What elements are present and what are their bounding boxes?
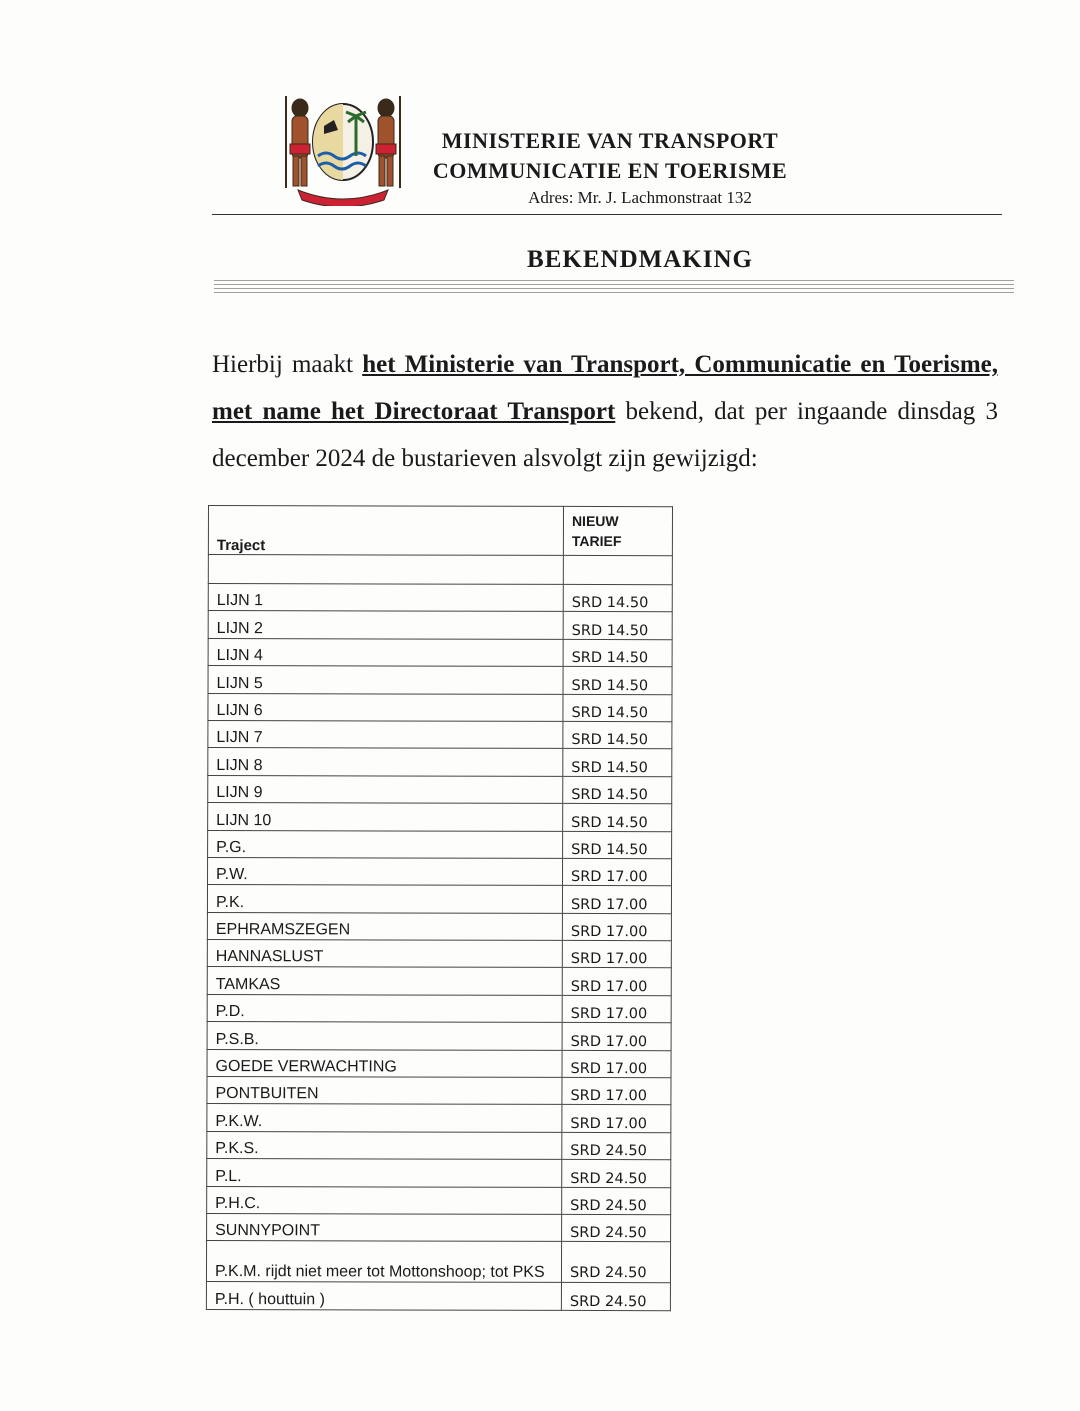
- coat-of-arms-emblem: [278, 86, 408, 206]
- table-row: [207, 1022, 671, 1051]
- route-cell: HANNASLUST: [207, 940, 562, 968]
- route-cell: LIJN 5: [208, 666, 563, 694]
- table-blank-row: [208, 555, 672, 585]
- fare-cell: SRD 14.50: [563, 749, 672, 777]
- fare-cell: SRD 17.00: [562, 941, 671, 969]
- table-row: [208, 830, 672, 859]
- column-header-fare-line1: NIEUW: [571, 512, 619, 530]
- fare-cell: SRD 14.50: [563, 639, 672, 667]
- ministry-name-line1: MINISTERIE VAN TRANSPORT: [441, 128, 779, 153]
- fare-cell: SRD 24.50: [562, 1214, 671, 1242]
- route-cell: LIJN 9: [208, 775, 563, 803]
- table-row: [206, 1282, 670, 1311]
- table-row: [208, 775, 672, 804]
- table-row: [207, 1213, 671, 1242]
- route-cell: P.K.: [207, 885, 562, 913]
- table-row: [207, 994, 671, 1023]
- table-row: [208, 693, 672, 722]
- table-row: [208, 611, 672, 640]
- route-cell: TAMKAS: [207, 967, 562, 995]
- header-divider: [212, 214, 1002, 215]
- route-cell: P.H. ( houttuin ): [206, 1282, 561, 1310]
- route-cell: PONTBUITEN: [207, 1077, 562, 1105]
- table-row: [207, 1104, 671, 1133]
- table-row: [207, 1131, 671, 1160]
- fare-cell: SRD 24.50: [562, 1132, 671, 1160]
- fare-cell: SRD 24.50: [561, 1283, 670, 1311]
- route-cell: SUNNYPOINT: [207, 1213, 562, 1241]
- route-cell: LIJN 7: [208, 720, 563, 748]
- route-cell: P.S.B.: [207, 1022, 562, 1050]
- table-row: [207, 1159, 671, 1188]
- route-cell: P.D.: [207, 994, 562, 1022]
- route-cell: EPHRAMSZEGEN: [207, 912, 562, 940]
- ministry-name-line2: COMMUNICATIE EN TOERISME: [432, 158, 788, 183]
- title-divider: [214, 280, 1014, 294]
- fare-cell: SRD 17.00: [562, 913, 671, 941]
- fare-cell: SRD 17.00: [562, 1077, 671, 1105]
- route-cell: P.K.S.: [207, 1131, 562, 1159]
- fare-table: [206, 505, 673, 1311]
- route-cell: LIJN 2: [208, 611, 563, 639]
- fare-cell: SRD 14.50: [563, 721, 672, 749]
- table-row: [206, 1241, 670, 1283]
- table-row: [208, 803, 672, 832]
- fare-cell: SRD 14.50: [563, 831, 672, 859]
- intro-text-end: bekend, dat per ingaande dinsdag 3 december 2024 de bustarieven alsvolgt zijn gewijzigd:: [212, 398, 998, 472]
- table-row: [208, 638, 672, 667]
- route-cell: P.G.: [208, 830, 563, 858]
- column-header-fare: [563, 506, 672, 555]
- ministry-header: [420, 126, 800, 210]
- fare-cell: SRD 17.00: [562, 968, 671, 996]
- announcement-paragraph: [212, 341, 998, 482]
- fare-cell: SRD 17.00: [562, 886, 671, 914]
- table-row: [207, 1049, 671, 1078]
- fare-cell: SRD 17.00: [562, 1050, 671, 1078]
- route-cell: LIJN 8: [208, 748, 563, 776]
- intro-underlined-text: het Ministerie van Transport, Communicatie en Toerisme, met name het Directoraat Transport: [212, 351, 998, 425]
- fare-cell: SRD 24.50: [562, 1160, 671, 1188]
- route-cell: P.K.M. rijdt niet meer tot Mottonshoop; tot PKS: [206, 1241, 561, 1283]
- route-cell: LIJN 10: [208, 803, 563, 831]
- route-cell: P.H.C.: [207, 1186, 562, 1214]
- fare-cell: SRD 14.50: [563, 584, 672, 612]
- fare-cell: SRD 14.50: [563, 694, 672, 722]
- intro-text-start: Hierbij maakt: [212, 351, 363, 378]
- fare-cell: SRD 14.50: [563, 612, 672, 640]
- document-title: BEKENDMAKING: [527, 246, 753, 273]
- table-row: [207, 967, 671, 996]
- table-row: [207, 885, 671, 914]
- table-row: [207, 912, 671, 941]
- table-header-row: [208, 506, 672, 556]
- route-cell: LIJN 6: [208, 693, 563, 721]
- route-cell: P.L.: [207, 1159, 562, 1187]
- table-row: [208, 666, 672, 695]
- table-row: [208, 857, 672, 886]
- table-row: [208, 748, 672, 777]
- column-header-fare-line2: TARIEF: [571, 532, 622, 550]
- fare-cell: SRD 14.50: [563, 776, 672, 804]
- ministry-address: Adres: Mr. J. Lachmonstraat 132: [528, 188, 752, 207]
- route-cell: GOEDE VERWACHTING: [207, 1049, 562, 1077]
- table-row: [207, 1077, 671, 1106]
- fare-cell: SRD 17.00: [562, 995, 671, 1023]
- column-header-route: Traject: [208, 506, 563, 556]
- fare-cell: SRD 17.00: [562, 1023, 671, 1051]
- table-row: [207, 940, 671, 969]
- route-cell: P.K.W.: [207, 1104, 562, 1132]
- route-cell: LIJN 1: [208, 584, 563, 612]
- fare-cell: SRD 14.50: [563, 667, 672, 695]
- table-row: [208, 584, 672, 613]
- table-row: [208, 720, 672, 749]
- fare-cell: SRD 24.50: [562, 1187, 671, 1215]
- table-row: [207, 1186, 671, 1215]
- fare-cell: SRD 17.00: [562, 1105, 671, 1133]
- route-cell: P.W.: [208, 857, 563, 885]
- fare-cell: SRD 24.50: [561, 1242, 670, 1283]
- route-cell: LIJN 4: [208, 638, 563, 666]
- fare-cell: SRD 14.50: [563, 804, 672, 832]
- fare-cell: SRD 17.00: [563, 858, 672, 886]
